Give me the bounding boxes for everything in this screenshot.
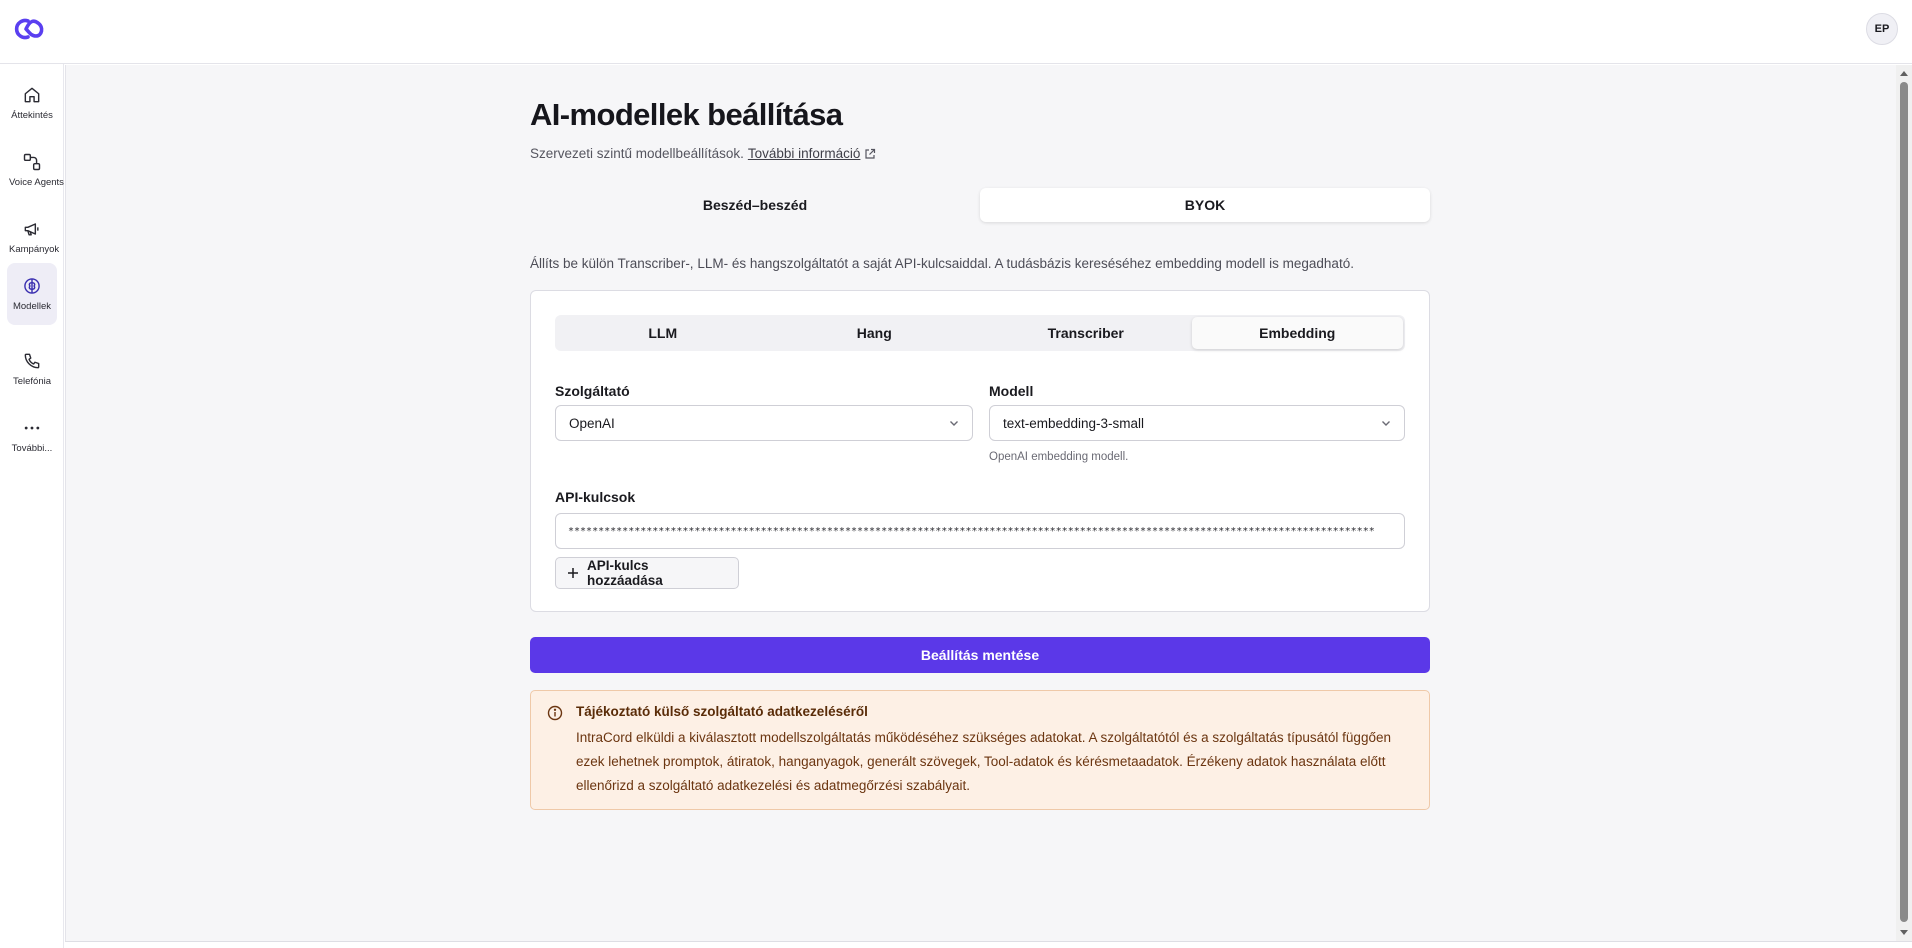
notice-title: Tájékoztató külső szolgáltató adatkezeléséről bbox=[576, 704, 868, 719]
info-icon bbox=[547, 705, 563, 721]
notice-body: IntraCord elküldi a kiválasztott modellszolgáltatás működéséhez szükséges adatokat. A szolgáltatótól és a szolgáltatás típusától függően ezek lehetnek promptok, átiratok, hanganyagok, generált szövegek, Tool-adatok és kérésmetaadatok. Érzékeny adatok használata előtt ellenőrizd a szolgáltató adatkezelési és adatmegőrzési szabályait. bbox=[576, 730, 1391, 793]
page-subtitle bbox=[530, 146, 1430, 161]
save-button[interactable]: Beállítás mentése bbox=[530, 637, 1430, 673]
config-card bbox=[530, 290, 1430, 612]
sidebar bbox=[0, 64, 64, 948]
tab-voice[interactable]: Hang bbox=[856, 325, 892, 341]
description: Állíts be külön Transcriber-, LLM- és hangszolgáltatót a saját API-kulcsaiddal. A tudásbázis kereséséhez embedding modell is megadható. bbox=[530, 256, 1354, 271]
avatar[interactable]: EP bbox=[1866, 13, 1898, 45]
service-tabs bbox=[555, 315, 1405, 351]
scroll-thumb[interactable] bbox=[1900, 82, 1908, 922]
sidebar-item-label: Kampányok bbox=[9, 244, 60, 255]
sidebar-item-label: Modellek bbox=[12, 301, 52, 312]
scroll-down-icon[interactable] bbox=[1900, 930, 1908, 935]
chevron-down-icon bbox=[948, 417, 960, 429]
tab-embedding[interactable]: Embedding bbox=[1192, 317, 1404, 349]
mode-tabs bbox=[530, 188, 1430, 224]
provider-label: Szolgáltató bbox=[555, 383, 630, 399]
model-value: text-embedding-3-small bbox=[1003, 415, 1145, 431]
sidebar-item-label: Voice Agents bbox=[9, 177, 64, 188]
sidebar-item-campaigns[interactable] bbox=[7, 208, 60, 266]
more-info-link[interactable]: További információ bbox=[747, 146, 861, 161]
model-hint: OpenAI embedding modell. bbox=[989, 451, 1129, 463]
home-icon bbox=[22, 85, 42, 105]
add-api-key-label: API-kulcs hozzáadása bbox=[587, 558, 663, 588]
content bbox=[530, 96, 1430, 793]
tab-transcriber[interactable]: Transcriber bbox=[1047, 325, 1124, 341]
sidebar-item-label: Áttekintés bbox=[11, 110, 53, 121]
top-bar bbox=[0, 0, 1912, 64]
sidebar-item-overview[interactable] bbox=[7, 74, 57, 132]
sidebar-item-models[interactable] bbox=[7, 263, 57, 325]
external-link-icon bbox=[864, 148, 876, 160]
sidebar-item-label: További... bbox=[11, 443, 53, 454]
bottom-border bbox=[65, 941, 1912, 948]
tab-llm[interactable]: LLM bbox=[648, 325, 678, 341]
api-key-input[interactable]: ************************************************************************************************************************************** bbox=[555, 513, 1405, 549]
more-icon bbox=[22, 418, 42, 438]
add-api-key-button[interactable] bbox=[555, 557, 739, 589]
tab-speech-to-speech[interactable]: Beszéd–beszéd bbox=[702, 197, 808, 213]
provider-value: OpenAI bbox=[569, 415, 615, 431]
tab-byok[interactable]: BYOK bbox=[980, 188, 1430, 222]
page-title: AI-modellek beállítása bbox=[530, 97, 843, 132]
provider-select[interactable] bbox=[555, 405, 973, 441]
scrollbar[interactable] bbox=[1896, 65, 1912, 941]
model-label: Modell bbox=[989, 383, 1034, 399]
sidebar-item-label: Telefónia bbox=[12, 376, 52, 387]
megaphone-icon bbox=[22, 219, 42, 239]
sidebar-item-voice-agents[interactable] bbox=[7, 141, 64, 199]
scroll-up-icon[interactable] bbox=[1900, 71, 1908, 76]
data-processing-notice bbox=[530, 690, 1430, 810]
model-select[interactable] bbox=[989, 405, 1405, 441]
logo-icon[interactable] bbox=[11, 14, 51, 44]
sidebar-item-telephony[interactable] bbox=[7, 340, 57, 398]
api-keys-label: API-kulcsok bbox=[555, 489, 636, 505]
subtitle-text: Szervezeti szintű modellbeállítások. bbox=[530, 146, 744, 161]
brain-icon bbox=[22, 276, 42, 296]
phone-icon bbox=[22, 351, 42, 371]
plus-icon bbox=[567, 567, 579, 579]
chevron-down-icon bbox=[1380, 417, 1392, 429]
sidebar-item-more[interactable] bbox=[7, 407, 57, 465]
flow-icon bbox=[22, 152, 42, 172]
